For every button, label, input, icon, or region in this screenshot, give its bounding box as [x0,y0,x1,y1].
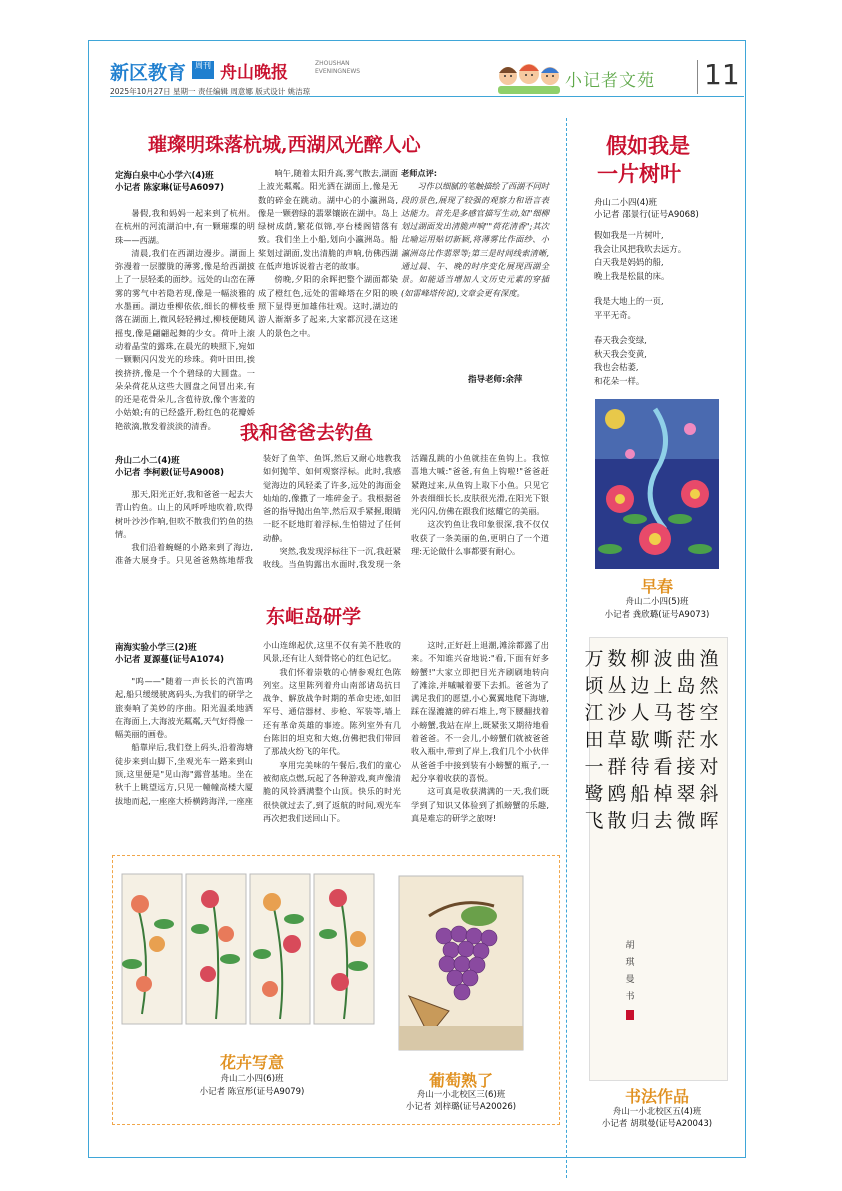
poem-line: 平平无奇。 [594,309,636,320]
paragraph: 清晨,我们在西湖边漫步。湖面上弥漫着一层朦胧的薄雾,像是给西湖披上了一层轻柔的面纱。远处的山峦在薄雾的雾气中若隐若现,像是一幅淡雅的水墨画。湖边垂柳依依,细长的柳枝垂落在湖面上,微风轻轻拂过,柳枝便随风摇曳,像是翩翩起舞的少女。荷叶上滚动着晶莹的露珠,在晨光的映照下,宛如一颗颗闪闪发光的珍珠。荷叶田田,挨挨挤挤,像是一个个碧绿的大圆盘。一朵朵荷花从这些大圆盘之间冒出来,有的还是花骨朵儿,含苞待放,像个害羞的小姑娘;有的已经盛开,粉红色的花瓣娇艳欲滴,散发着淡淡的清香。 [115,247,255,431]
article-title: 东岠岛研学 [266,606,362,628]
paragraph: 傍晚,夕阳的余晖把整个湖面都染成了橙红色,远处的雷峰塔在夕阳的映照下显得更加雄伟壮观。这时,湖边的游人渐渐多了起来,大家都沉浸在这迷人的景色之中。 [258,274,398,338]
poem-reporter: 小记者 邵景行(证号A9068) [594,210,699,220]
poem-line: 春天我会变绿, [594,335,647,345]
newspaper-logo-en: ZHOUSHAN EVENINGNEWS [315,60,361,75]
article-body [115,452,549,580]
comment-text: 习作以细腻的笔触描绘了西湖不同时段的景色,展现了较强的观察力和语言表达能力。首先是多感官描写生动,如"细柳划过湖面发出清脆声响""荷花清香";其次比喻运用贴切新颖,将薄雾比作面纱、小瀛洲岛比作翡翠等;第三是时间线索清晰,通过晨、午、晚的时序变化展现西湖全景。如能适当增加人文历史元素的穿插(如雷峰塔传说),文章会更有深度。 [401,181,549,298]
poem-line: 和花朵一样。 [594,375,645,386]
teacher-comment [401,167,549,387]
poem-line: 我会让风把我吹去远方。 [594,243,687,254]
artwork-title: 书法作品 [624,1087,689,1106]
article-school: 南海实验小学三(2)班 [115,643,197,653]
poem-line: 假如我是一片树叶, [594,230,664,240]
poem-school: 舟山二小四(4)班 [594,198,658,208]
paragraph: 船靠岸后,我们登上码头,沿着海塘徒步来到山脚下,坐观光车一路来到山顶,这里便是"见山海"露营基地。坐在秋千上眺望远方,只见一幢幢高楼大厦拔地而起,一座座大桥横跨海洋,一座座小山连绵起伏,这里不仅有美不胜收的风景,还有让人刻骨铭心的红色记忆。 [115,640,401,806]
newspaper-logo: 舟山晚报 [220,63,288,83]
poem-body [594,229,686,388]
article-school: 定海白泉中心小学六(4)班 [115,171,214,181]
artwork-reporter: 小记者 龚欣璐(证号A9073) [604,610,710,620]
paragraph: "呜——"随着一声长长的汽笛鸣起,船只缓缓驶离码头,为我们的研学之旅奏响了美妙的序曲。阳光温柔地洒在海面上,大海波光粼粼,天气好得像一幅美丽的画卷。 [115,676,253,740]
paragraph: 暑假,我和妈妈一起来到了杭州。在杭州的河流湖泊中,有一颗璀璨的明珠——西湖。 [115,208,255,245]
teacher-credit: 指导老师:余萍 [468,375,523,385]
article-title: 璀璨明珠落杭城,西湖风光醉人心 [148,134,421,156]
poem-line: 秋天我会变黄, [594,348,647,359]
poem-title: 一片树叶 [597,161,681,186]
paragraph: 享用完美味的午餐后,我们的童心被彻底点燃,玩起了各种游戏,爽声像清脆的风铃洒满整个山顶。快乐的时光很快就过去了,到了返航的时间,观光车再次把我们送回山下。 [263,759,401,823]
artwork-school: 舟山二小四(5)班 [625,597,689,607]
paragraph: 突然,我发现浮标往下一沉,我赶紧收线。当鱼钩露出水面时,我发现一条活蹦乱跳的小鱼就挂在鱼钩上。我惊喜地大喊:"爸爸,有鱼上钩啦!"爸爸赶紧跑过来,从鱼钩上取下小鱼。只见它外表细细长长,皮肤很光滑,在阳光下银光闪闪,仿佛在跟我们炫耀它的美丽。 [263,453,549,570]
issue-meta: 2025年10月27日 星期一 责任编辑 周意娜 版式设计 姚洁琼 [110,87,311,96]
paragraph: 这时,正好赶上退潮,滩涂都露了出来。不知谁兴奋地说:"看,下面有好多螃蟹!"大家立即把目光齐刷刷地转向了滩涂,并嘁嘁着要下去抓。爸爸为了满足我们的愿望,小心翼翼地爬下海塘,踩在湿漉漉的碎石堆上,弯下腰翻找着小螃蟹,我站在岸上,既紧张又期待地看着爸爸。不一会儿,小螃蟹们就被爸爸收入瓶中,带到了岸上,我们几个小伙伴从爸爸手中接到装有小螃蟹的瓶子,一起分享着收获的喜悦。 [411,640,549,783]
article-school: 舟山二小二(4)班 [115,456,180,466]
article-reporter: 小记者 陈家琳(证号A6097) [115,183,224,193]
paragraph: 我们怀着崇敬的心情参观红色陈列室。这里陈列着舟山南部诸岛抗日战争、解放战争时期的革命史迹,如旧军号、通信器材、步枪、军装等,墙上还有革命英雄的事迹。陈列室外有几台陈旧的坦克和大炮,仿佛把我们带回了那战火纷飞的年代。 [263,666,401,757]
paragraph: 我们沿着蜿蜒的小路来到了海边,准备大展身手。只见爸爸熟练地帮我装好了鱼竿、鱼饵,然后又耐心地教我如何抛竿、如何观察浮标。此时,我感觉海边的风轻柔了许多,远处的海面金灿灿的,像撒了一堆碎金子。我根据爸爸的指导抛出鱼竿,然后双手紧握,眼睛一眨不眨地盯着浮标,生怕错过了任何动静。 [115,453,401,566]
article-body [115,639,549,857]
paragraph: 响午,随着太阳升高,雾气散去,湖面上波光粼粼。阳光洒在湖面上,像是无数的碎金在跳动。湖中心的小瀛洲岛,像是一颗碧绿的翡翠镶嵌在湖中。岛上绿树成荫,繁花似锦,亭台楼阁错落有致。我们坐上小船,划向小瀛洲岛。船桨划过湖面,发出清脆的声响,仿佛西湖在低声地诉说着古老的故事。 [258,168,398,272]
early-spring-painting [595,399,719,569]
artwork-reporter: 小记者 陈宣彤(证号A9079) [199,1087,305,1097]
article-body-col1 [115,207,255,431]
artwork-school: 舟山一小北校区五(4)班 [612,1107,702,1117]
comment-label: 老师点评: [401,168,438,178]
calligraphy-column: 渔然空水对斜晖 [699,648,719,832]
grape-painting [399,876,523,1050]
section-title: 新区教育 [110,62,187,84]
poem-line: 白天我是妈妈的船, [594,257,664,267]
calligraphy-column: 柳边人歇待船归 [630,648,650,832]
poem-line: 我也会枯萎, [594,362,639,372]
artwork-school: 舟山二小四(6)班 [220,1074,284,1084]
article-body-col2 [258,167,398,392]
calligraphy-signature: 胡琪曼书 [625,941,635,1002]
artwork-title: 葡萄熟了 [428,1071,493,1090]
weekly-badge: 周刊 [192,61,214,79]
calligraphy-artwork [584,637,728,1081]
artwork-title: 早春 [640,577,673,596]
calligraphy-column: 曲岛苍茫接翠微 [676,648,696,832]
poem-line: 晚上我是松鼠的床。 [594,270,670,281]
article-reporter: 小记者 夏源蔓(证号A1074) [115,655,224,665]
paragraph: 这可真是收获满满的一天,我们既学到了知识又体验到了抓螃蟹的乐趣,真是难忘的研学之旅呀! [411,786,549,823]
column-divider [566,118,567,1178]
article-title: 我和爸爸去钓鱼 [240,422,374,444]
poem-line: 我是大地上的一页, [594,296,664,306]
divider [697,60,698,94]
flower-painting [122,874,378,1024]
calligraphy-column: 万顷江田一鹭飞 [584,648,604,832]
header-rule [110,96,744,97]
column-name: 小记者文苑 [565,71,655,91]
calligraphy-column: 波上马嘶看棹去 [653,648,673,832]
artwork-reporter: 小记者 刘梓璐(证号A20026) [405,1102,517,1112]
poem-title: 假如我是 [606,133,690,158]
paragraph: 那天,阳光正好,我和爸爸一起去大青山钓鱼。山上的风呼呼地吹着,吹得树叶沙沙作响,但吹不散我们钓鱼的热情。 [115,489,253,539]
page-number: 11 [704,58,740,91]
article-reporter: 小记者 李柯毅(证号A9008) [115,468,224,478]
children-illustration [496,58,562,94]
artwork-title: 花卉写意 [219,1053,284,1072]
artwork-school: 舟山一小北校区三(6)班 [416,1090,506,1100]
artwork-reporter: 小记者 胡琪曼(证号A20043) [601,1119,713,1129]
seal-stamp [626,1010,634,1020]
paragraph: 这次钓鱼让我印象很深,我不仅仅收获了一条美丽的鱼,更明白了一个道理:无论做什么事都要有耐心。 [411,519,549,557]
calligraphy-column: 数丛沙草群鸥散 [607,648,627,832]
